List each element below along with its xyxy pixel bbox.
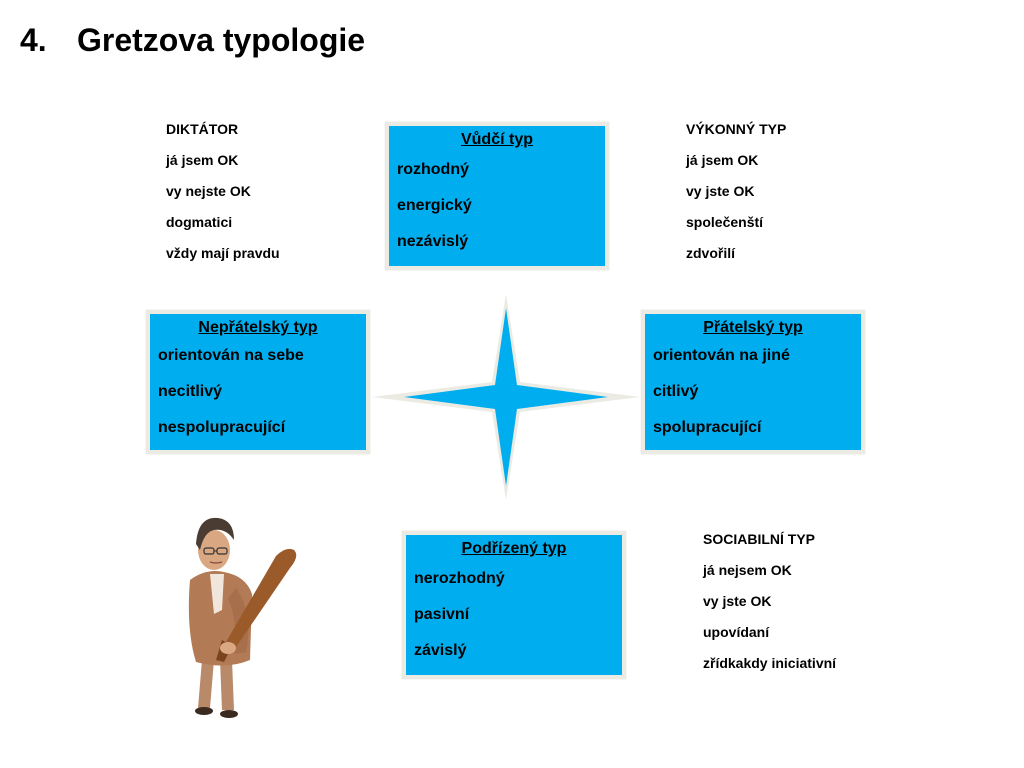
note-line: SOCIABILNÍ TYP bbox=[703, 531, 816, 547]
note-line: já nejsem OK bbox=[703, 562, 792, 578]
box-heading: Přátelský typ bbox=[703, 319, 803, 336]
note-line: já jsem OK bbox=[166, 152, 239, 168]
note-line: dogmatici bbox=[166, 214, 233, 230]
box-hostile-type bbox=[146, 310, 370, 454]
note-line: vždy mají pravdu bbox=[166, 245, 280, 261]
box-line: spolupracující bbox=[653, 419, 762, 436]
woman-with-paddle-illustration bbox=[176, 510, 306, 720]
box-line: citlivý bbox=[653, 383, 699, 400]
box-line: orientován na sebe bbox=[158, 347, 304, 364]
box-heading: Podřízený typ bbox=[461, 540, 567, 557]
note-performer bbox=[686, 114, 786, 269]
note-line: zřídkakdy iniciativní bbox=[703, 655, 837, 671]
box-line: energický bbox=[397, 197, 472, 214]
title-number: 4. bbox=[20, 22, 47, 58]
box-leader-type bbox=[385, 122, 609, 270]
box-line: orientován na jiné bbox=[653, 347, 790, 364]
note-line: já jsem OK bbox=[686, 152, 759, 168]
note-sociable bbox=[703, 524, 836, 679]
note-line: upovídaní bbox=[703, 624, 770, 640]
box-subordinate-type bbox=[402, 531, 626, 679]
box-line: závislý bbox=[414, 642, 467, 659]
box-line: nerozhodný bbox=[414, 570, 505, 587]
four-point-star-icon bbox=[372, 294, 640, 500]
note-line: DIKTÁTOR bbox=[166, 121, 239, 137]
note-line: zdvořilí bbox=[686, 245, 736, 261]
box-heading: Vůdčí typ bbox=[460, 131, 533, 148]
box-friendly-type bbox=[641, 310, 865, 454]
box-line: rozhodný bbox=[397, 161, 469, 178]
box-line: pasivní bbox=[414, 606, 470, 623]
title-text: Gretzova typologie bbox=[77, 22, 366, 58]
note-line: VÝKONNÝ TYP bbox=[686, 121, 787, 137]
box-line: nezávislý bbox=[397, 233, 469, 250]
note-line: vy nejste OK bbox=[166, 183, 251, 199]
note-dictator bbox=[166, 114, 280, 269]
note-line: společenští bbox=[686, 214, 764, 230]
box-line: nespolupracující bbox=[158, 419, 286, 436]
page-title bbox=[20, 22, 365, 59]
note-line: vy jste OK bbox=[686, 183, 755, 199]
box-line: necitlivý bbox=[158, 383, 223, 400]
box-heading: Nepřátelský typ bbox=[198, 319, 318, 336]
note-line: vy jste OK bbox=[703, 593, 772, 609]
